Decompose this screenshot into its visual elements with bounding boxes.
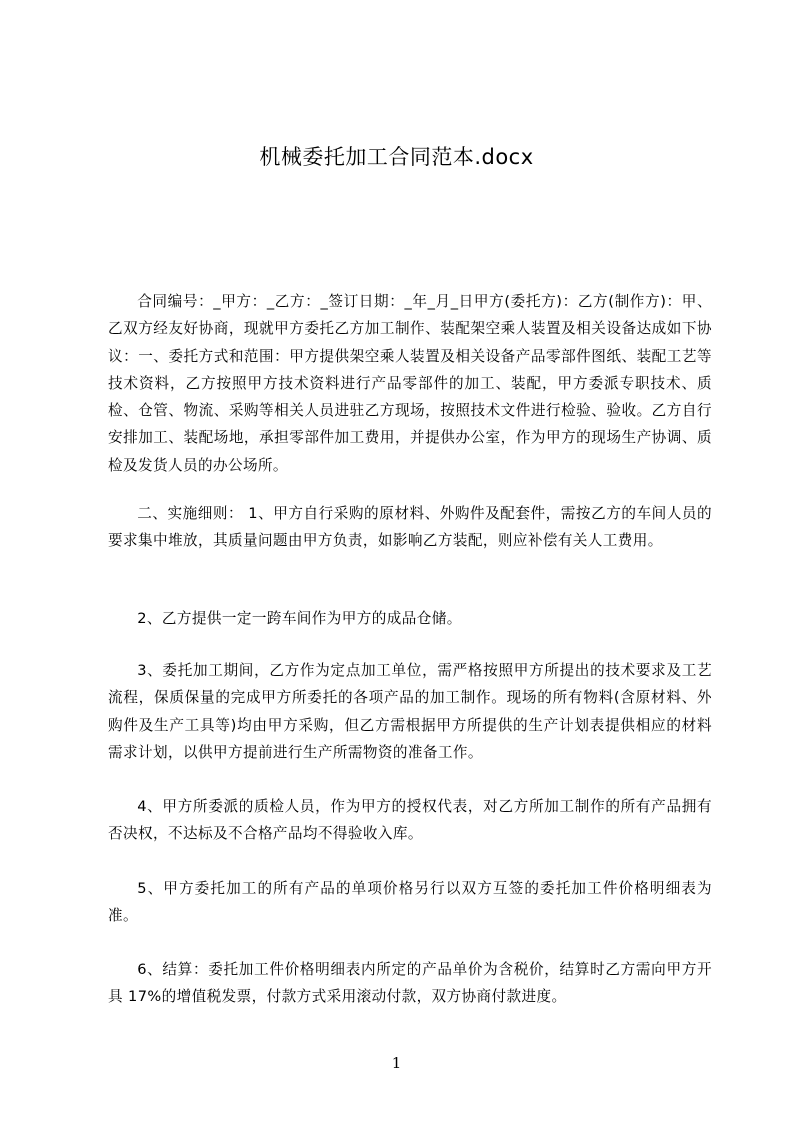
paragraph-implementation-rules: 二、实施细则： 1、甲方自行采购的原材料、外购件及配套件，需按乙方的车间人员的要求集中堆放，其质量问题由甲方负责，如影响乙方装配，则应补偿有关人工费用。 xyxy=(108,505,712,550)
document-title: 机械委托加工合同范本.docx xyxy=(259,145,534,169)
paragraph-contract-intro: 合同编号：_甲方：_乙方：_签订日期：_年_月_日甲方(委托方)：乙方(制作方)：甲、乙双方经友好协商，现就甲方委托乙方加工制作、装配架空乘人装置及相关设备达成如下协议：一、委托方式和范围：甲方提供架空乘人装置及相关设备产品零部件图纸、装配工艺等技术资料，乙方按照甲方技术资料进行产品零部件的加工、装配，甲方委派专职技术、质检、仓管、物流、采购等相关人员进驻乙方现场，按照技术文件进行检验、验收。乙方自行安排加工、装配场地，承担零部件加工费用，并提供办公室，作为甲方的现场生产协调、质检及发货人员的办公场所。 xyxy=(108,293,712,474)
paragraph-clause-5: 5、甲方委托加工的所有产品的单项价格另行以双方互签的委托加工件价格明细表为准。 xyxy=(108,880,712,925)
paragraph-clause-2: 2、乙方提供一定一跨车间作为甲方的成品仓储。 xyxy=(137,610,462,627)
paragraph-clause-3: 3、委托加工期间，乙方作为定点加工单位，需严格按照甲方所提出的技术要求及工艺流程，保质保量的完成甲方所委托的各项产品的加工制作。现场的所有物料(含原材料、外购件及生产工具等)均由甲方采购，但乙方需根据甲方所提供的生产计划表提供相应的材料需求计划，以供甲方提前进行生产所需物资的准备工作。 xyxy=(108,662,712,761)
page-number: 1 xyxy=(391,1054,402,1072)
paragraph-clause-4: 4、甲方所委派的质检人员，作为甲方的授权代表，对乙方所加工制作的所有产品拥有否决权，不达标及不合格产品均不得验收入库。 xyxy=(108,798,712,843)
paragraph-clause-6: 6、结算：委托加工件价格明细表内所定的产品单价为含税价，结算时乙方需向甲方开具 17%的增值税发票，付款方式采用滚动付款，双方协商付款进度。 xyxy=(108,961,712,1006)
